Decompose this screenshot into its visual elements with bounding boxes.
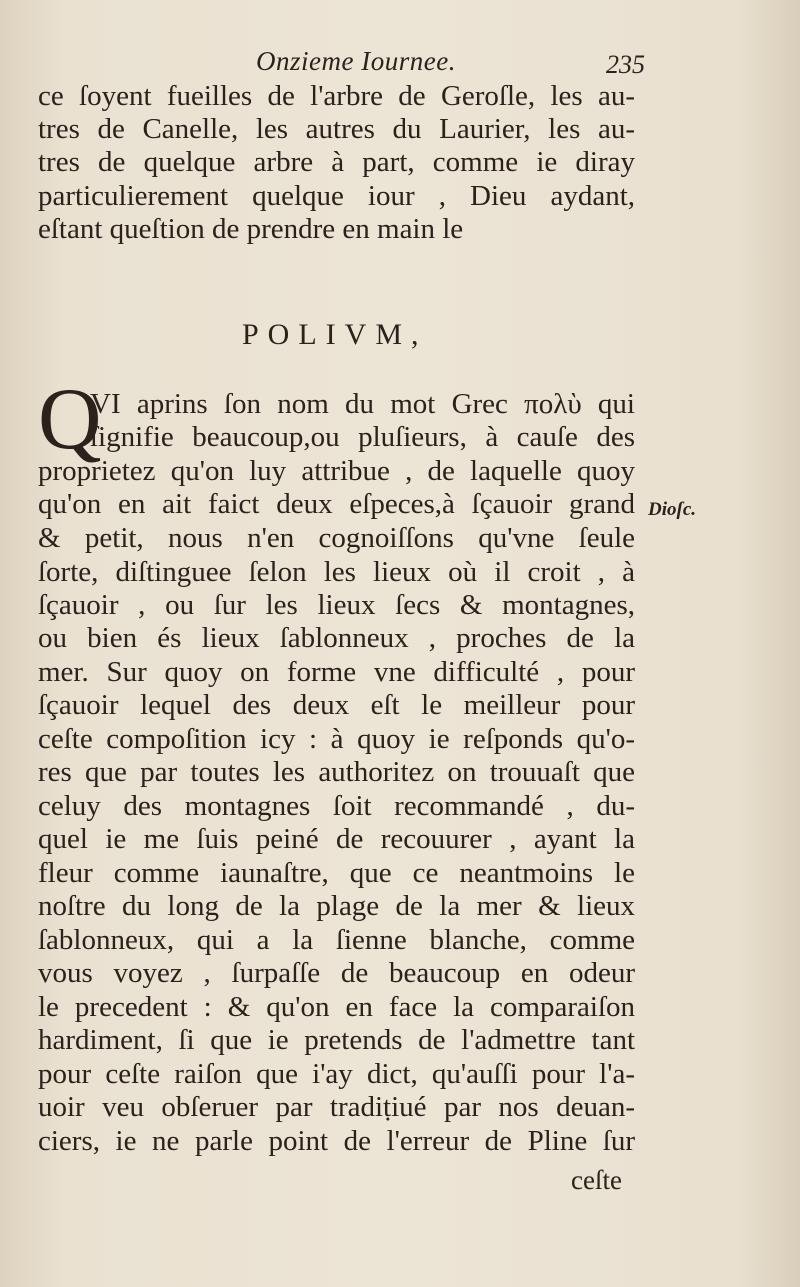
drop-cap: Q (38, 371, 102, 468)
text-line: ſignifie beaucoup,ou pluſieurs, à cauſe des (90, 421, 635, 453)
text-line: pour ceſte raiſon que i'ay dict, qu'auſſi pour l'a- (38, 1058, 635, 1090)
text-line: proprietez qu'on luy attribue , de laquelle quoy (38, 455, 635, 487)
text-line: tres de quelque arbre à part, comme ie diray (38, 146, 635, 178)
text-line: mer. Sur quoy on forme vne difficulté , pour (38, 656, 635, 688)
text-line: ſçauoir , ou ſur les lieux ſecs & montagnes, (38, 589, 635, 621)
running-title: Onzieme Iournee. (256, 46, 456, 76)
text-line: vous voyez , ſurpaſſe de beaucoup en odeur (38, 957, 635, 989)
text-line: eſtant queſtion de prendre en main le (38, 213, 464, 245)
text-line: ceſte compoſition icy : à quoy ie reſponds qu'o- (38, 723, 635, 755)
catchword: ceſte (571, 1165, 622, 1195)
text-line: le precedent : & qu'on en face la comparaiſon (38, 991, 635, 1023)
text-line: ce ſoyent fueilles de l'arbre de Geroſle, les au- (38, 80, 635, 112)
text-line: & petit, nous n'en cognoiſſons qu'vne ſeule (38, 522, 635, 554)
text-line: quel ie me ſuis peiné de recouurer , ayant la (38, 823, 635, 855)
text-line: ſablonneux, qui a la ſienne blanche, comme (38, 924, 635, 956)
text-line: noſtre du long de la plage de la mer & lieux (38, 890, 635, 922)
text-line: ciers, ie ne parle point de l'erreur de Pline ſur (38, 1125, 635, 1157)
text-line: res que par toutes les authoritez on trouuaſt que (38, 756, 635, 788)
text-line: VI aprins ſon nom du mot Grec πολὺ qui (90, 388, 635, 420)
text-line: ſçauoir lequel des deux eſt le meilleur pour (38, 689, 635, 721)
text-line: tres de Canelle, les autres du Laurier, les au- (38, 113, 635, 145)
text-line: uoir veu obſeruer par tradiṭiué par nos deuan- (38, 1091, 635, 1123)
text-line: hardiment, ſi que ie pretends de l'admettre tant (38, 1024, 635, 1056)
text-line: ou bien és lieux ſablonneux , proches de la (38, 622, 635, 654)
text-line: celuy des montagnes ſoit recommandé , du- (38, 790, 635, 822)
section-heading: POLIVM, (242, 318, 428, 351)
text-line: particulierement quelque iour , Dieu aydant, (38, 180, 635, 212)
margin-note: Dioſc. (648, 499, 697, 520)
page-number: 235 (606, 50, 645, 79)
text-line: qu'on en ait faict deux eſpeces,à ſçauoir grand (38, 488, 635, 520)
text-line: fleur comme iaunaſtre, que ce neantmoins le (38, 857, 635, 889)
text-line: ſorte, diſtinguee ſelon les lieux où il croit , à (38, 556, 635, 588)
